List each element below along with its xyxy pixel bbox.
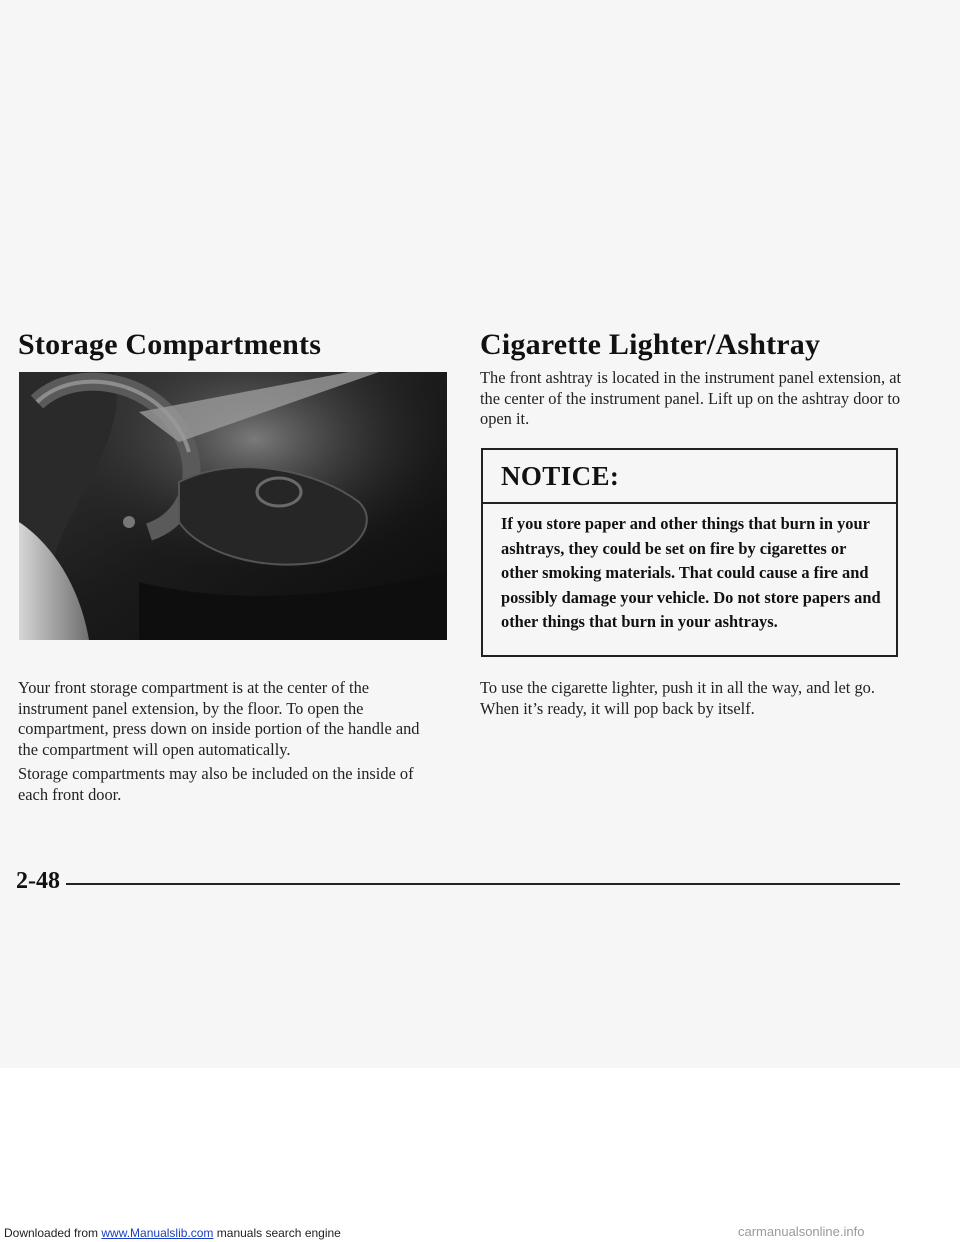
download-footer xyxy=(4,1226,341,1240)
storage-compartment-photo xyxy=(19,372,447,640)
notice-text: If you store paper and other things that burn in your ashtrays, they could be set on fire by cigarettes or other smoking materials. That could cause a fire and possibly damage your vehicle. Do not store papers and other things that burn in your ashtrays. xyxy=(501,514,881,631)
page-number: 2-48 xyxy=(16,868,60,894)
notice-title: NOTICE: xyxy=(501,461,620,491)
footer-suffix: manuals search engine xyxy=(213,1226,341,1240)
lighter-paragraph: To use the cigarette lighter, push it in all the way, and let go. When it’s ready, it will pop back by itself. xyxy=(480,678,875,718)
cigarette-lighter-heading: Cigarette Lighter/Ashtray xyxy=(480,328,821,361)
storage-paragraph: Your front storage compartment is at the center of the instrument panel extension, by the floor. To open the compartment, press down on inside portion of the handle and the compartment will open automatically. xyxy=(18,678,420,759)
watermark: carmanualsonline.info xyxy=(738,1224,865,1239)
notice-box xyxy=(481,448,898,657)
storage-compartments-heading: Storage Compartments xyxy=(18,328,322,361)
ashtray-paragraph: The front ashtray is located in the instrument panel extension, at the center of the instrument panel. Lift up on the ashtray door to open it. xyxy=(480,368,902,428)
manualslib-link[interactable]: www.Manualslib.com xyxy=(101,1226,214,1240)
footer-prefix: Downloaded from xyxy=(4,1226,102,1240)
footer-rule xyxy=(66,883,900,885)
door-storage-paragraph: Storage compartments may also be included on the inside of each front door. xyxy=(18,764,414,804)
notice-header xyxy=(483,450,896,504)
